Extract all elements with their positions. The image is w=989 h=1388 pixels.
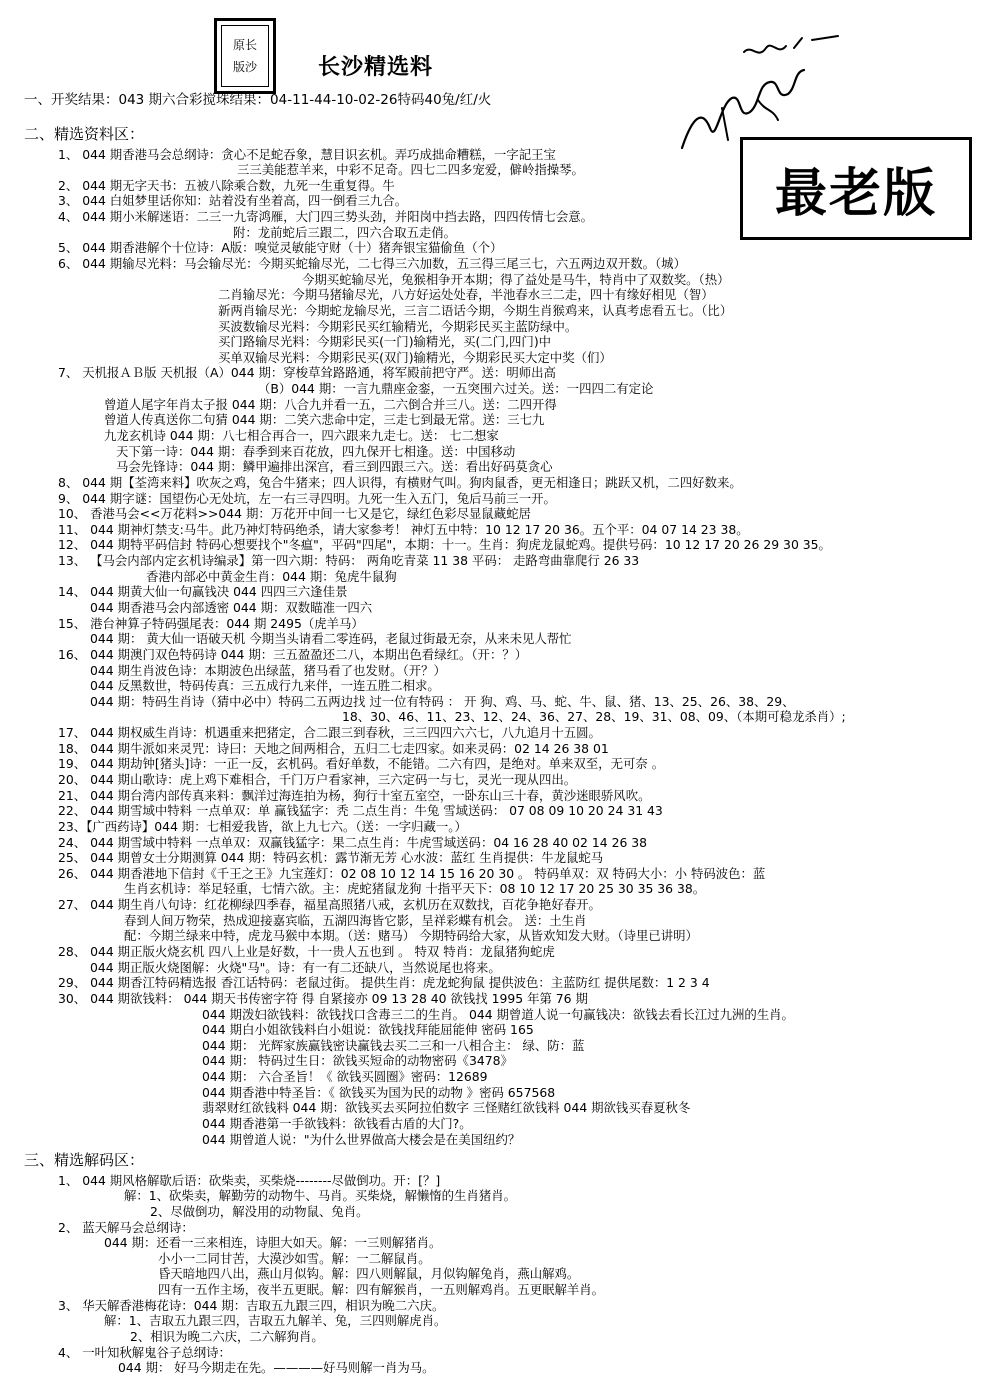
text-line: 044 期白小姐欲钱料白小姐说：欲钱找拜能屈能伸 密码 165 [202,1022,534,1037]
text-line: 二肖输尽光：今期马猪输尽光，八方好运处处春，半池春水三二走，四十有缘好相见（智） [218,287,714,302]
text-line: 30、 044 期欲钱料： 044 期天书传密字符 得 自紧接亦 09 13 28 40 欲钱找 1995 年第 76 期 [58,991,588,1006]
text-line: 曾道人尾字年肖太子报 044 期：八合九并看一五，二六倒合并三八。送：二四开得 [104,397,557,412]
text-line: 9、 044 期字谜：国望伤心无处坑，左一右三寻四明。九死一生入五门，兔后马前三一开。 [58,491,556,506]
text-line: 1、 044 期香港马会总纲诗：贪心不足蛇吞象，慧目识玄机。弄巧成拙命糟糕，一字記王宝 [58,147,556,162]
text-line: 044 期曾道人说："为什么世界做高大楼会是在美国纽约？ [202,1132,521,1147]
text-line: 27、 044 期生肖八句诗：红花柳绿四季春，福星高照猪八戒，玄机历在双数找，百花争艳好春开。 [58,897,601,912]
text-line: 2、 044 期无字天书：五被八除乘合数，九死一生重复得。牛 [58,178,395,193]
text-line: 天下第一诗：044 期：春季到来百花放，四九保开七相逢。送：中国移动 [116,444,516,459]
text-line: 11、 044 期神灯禁支:马牛。此乃神灯特码绝杀，请大家参考！ 神灯五中特：10 12 17 20 36。五个平：04 07 14 23 38。 [58,522,749,537]
text-line: 九龙玄机诗 044 期：八七相合再合一，四六跟来九走七。送： 七二想家 [104,428,499,443]
text-line: 小小一二同甘苦，大漠沙如雪。解：一二解鼠肖。 [158,1251,431,1266]
text-line: 2、尽做倒功，解没用的动物鼠、兔肖。 [150,1204,369,1219]
text-line: 16、 044 期澳门双色特码诗 044 期：三五盈盈还二八，本期出色看绿红。（开：？） [58,647,528,662]
text-line: 新两肖输尽光：今期蛇龙输尽光，三言二语话今期，今期生肖猴鸡来，认真考虑看五七。（比） [218,303,733,318]
text-line: 23、【广西药诗】044 期：七相爱我皆，欲上九七六。（送：一字归藏一。） [58,819,467,834]
text-line: 买单双输尽光料：今期彩民买(双门)输精光，今期彩民买大定中奖（们） [218,350,612,365]
text-line: 1、 044 期风格解歇后语：砍柴卖，买柴烧--------尽做倒功。开：[？] [58,1173,441,1188]
text-line: 2、相识为晚二六庆，二六解狗肖。 [130,1329,324,1344]
text-line: 044 期： 特码过生日：欲钱买短命的动物密码《3478》 [202,1053,513,1068]
page-title: 长沙精选料 [318,55,434,80]
handwritten-scribble [662,8,842,158]
text-line: 14、 044 期黄大仙一句赢钱决 044 四四三六逢佳景 [58,584,348,599]
text-line: 17、 044 期权威生肖诗：机遇重来把猪定，合二跟三到春秋，三三四四六六七，八九追月十五圆。 [58,725,601,740]
text-line: 044 期：还看一三来相连，诗胆大如天。解：一三则解猪肖。 [104,1235,442,1250]
text-line: 马会先锋诗：044 期：鳞甲遍排出深宫，看三到四跟三六。送：看出好码莫贪心 [116,459,553,474]
text-line: 买波数输尽光料：今期彩民买红输精光，今期彩民买主蓝防绿中。 [218,319,578,334]
text-line: 香港内部必中黄金生肖：044 期：兔虎牛鼠狗 [146,569,397,584]
draw-result-line: 一、开奖结果：043 期六合彩搅珠结果：04-11-44-10-02-26特码40兔/红/火 [24,92,492,108]
text-line: 28、 044 期正版火烧玄机 四八上业是好数，十一贵人五也到 。 特双 特肖：龙鼠猪狗蛇虎 [58,944,555,959]
text-line: 今期买蛇输尽光，兔猴相争开本期；得了益处是马牛，特肖中了双数奖。（热） [302,272,730,287]
text-line: 044 期： 光辉家族赢钱密诀赢钱去买二三和一八相合主： 绿、防：蓝 [202,1038,585,1053]
text-line: 配：今期兰绿来中特，虎龙马猴中本期。（送：赌马） 今期特码给大家，从皆欢知发大财。（诗里已讲明） [124,928,698,943]
section-heading: 三、精选解码区： [24,1151,145,1169]
text-line: 春到人间万物荣，热成迎接嘉宾临，五湖四海皆它影，呈祥彩蝶有机会。 送：土生肖 [124,913,587,928]
text-line: 10、 香港马会<<万花料>>044 期：万花开中间一七又是它，绿红色彩尽显鼠藏蛇居 [58,506,531,521]
text-line: 044 期： 六合圣旨！《 欲钱买圆圈》密码：12689 [202,1069,488,1084]
text-line: 044 期香港马会内部透密 044 期：双数瞄准一四六 [90,600,373,615]
text-line: 曾道人传真送你二句猜 044 期：二笑六悲命中定，三走七到最无常。送：三七九 [104,412,545,427]
text-line: 附：龙前蛇后三跟二，四六合取五走俏。 [233,225,457,240]
stamp-line-2: 版沙 [232,60,257,74]
text-line: 昏天暗地四八出，燕山月似钩。解：四八则解鼠，月似钩解兔肖，燕山解鸡。 [158,1266,580,1281]
text-line: 26、 044 期香港地下信封《千王之王》九宝莲灯：02 08 10 12 14 15 16 20 30 。 特码单双：双 特码大小：小 特码波色：蓝 [58,866,766,881]
text-line: 044 期正版火烧图解：火烧"马"。诗：有一有二还缺八，当然说尾也将来。 [90,960,501,975]
text-line: 044 反黑数世，特码传真：三五成行九来伴，一连五胜二相求。 [90,678,440,693]
text-line: 044 期香港中特圣旨：《 欲钱买为国为民的动物 》密码 657568 [202,1085,556,1100]
text-line: 22、 044 期雪域中特料 一点单双：单 赢钱猛字：秃 二点生肖：牛兔 雪域送码： 07 08 09 10 20 24 31 43 [58,803,663,818]
text-line: 18、 044 期牛派如来灵咒：诗曰：天地之间两相合，五归二七走四家。如来灵码：02 14 26 38 01 [58,741,609,756]
text-line: （B）044 期：一言九鼎座金銮，一五突围六过关。送：一四四二有定论 [258,381,654,396]
text-line: 044 期泼妇欲钱料：欲钱找口含毒三二的生肖。 044 期曾道人说一句赢钱决：欲钱去看长江过九洲的生肖。 [202,1007,794,1022]
oldest-edition-badge: 最老版 [740,137,972,240]
text-line: 解：1、砍柴卖，解勤劳的动物牛、马肖。买柴烧，解懒惰的生肖猪肖。 [124,1188,516,1203]
text-line: 翡翠财红欲钱料 044 期：欲钱买去买阿拉伯数字 三怪赌红欲钱料 044 期欲钱买春夏秋冬 [202,1100,691,1115]
text-line: 4、 一叶知秋解鬼谷子总纲诗： [58,1345,231,1360]
text-line: 7、 天机报ＡＢ版 天机报（A）044 期：穿梭草耸路路通，将军殿前把守严。送：明师出高 [58,365,556,380]
text-line: 四有一五作主场，夜半五更眠。解：四有解猴肖，一五则解鸡肖。五更眠解羊肖。 [158,1282,605,1297]
text-line: 生肖玄机诗：举足轻重，七情六欲。主：虎蛇猪鼠龙狗 十指平天下：08 10 12 17 20 25 30 35 36 38。 [124,881,706,896]
text-line: 3、 044 白姐梦里话你知：站着没有坐着高，四一倒看三九合。 [58,193,408,208]
text-line: 044 期： 黄大仙一语破天机 今期当头请看二零连码，老鼠过街最无奈，从来未见人帮忙 [90,631,572,646]
edition-stamp [214,18,276,94]
text-line: 12、 044 期特平码信封 特码心想要找个"冬瘟"，平码"四尾"，本期：十一。生肖：狗虎龙鼠蛇鸡。提供号码：10 12 17 20 26 29 30 35。 [58,537,831,552]
text-line: 2、 蓝天解马会总纲诗： [58,1220,194,1235]
text-line: 21、 044 期台湾内部传真来料：飘洋过海连拍为杨，狗行十室五室空，一卧东山三十春，黄沙迷眼骄风吹。 [58,788,651,803]
text-line: 买门路输尽光料：今期彩民买(一门)输精光，买(二门,四门)中 [218,334,552,349]
text-line: 24、 044 期雪域中特料 一点单双：双赢钱猛字：果二点生肖：牛虎雪域送码：04 16 28 40 02 14 26 38 [58,835,648,850]
text-line: 4、 044 期小米解迷语：二三一九寄鸿雁，大门四三势头劲，并阳岗中挡去路，四四传情七会意。 [58,209,594,224]
text-line: 29、 044 期香江特码精选报 香江话特码：老鼠过街。 提供生肖：虎龙蛇狗鼠 提供波色：主蓝防红 提供尾数：1 2 3 4 [58,975,710,990]
text-line: 13、 【马会内部内定玄机诗编录】第一四六期：特码： 两角吃青菜 11 38 平码： 走路弯曲靠爬行 26 33 [58,553,640,568]
text-line: 3、 华天解香港梅花诗：044 期：吉取五九跟三四，相识为晚二六庆。 [58,1298,445,1313]
text-line: 19、 044 期劫钟[猪头]诗：一正一反，玄机码。看好单数，不能错。二六有四，是绝对。单来双至，无可奈 。 [58,756,665,771]
text-line: 18、30、46、11、23、12、24、36、27、28、19、31、08、09、（本期可稳龙杀肖）; [342,709,846,724]
text-line: 6、 044 期输尽光料：马会输尽光：今期买蛇输尽光，二七得三六加数，五三得三尾三七，六五两边双开数。（城） [58,256,686,271]
text-line: 15、 港台神算子特码强尾表：044 期 2495（虎羊马） [58,616,364,631]
section-heading: 二、精选资料区： [24,125,145,143]
text-line: 044 期： 好马今期走在先。————好马则解一肖为马。 [118,1360,435,1375]
stamp-line-1: 原长 [232,38,257,52]
text-line: 8、 044 期【荃湾来料】吹灰之鸡，兔合牛猪来；四人识得，有横财气叫。狗肉鼠香，更无相逢日；跳跃又机，二四好数来。 [58,475,742,490]
text-line: 解：1、吉取五九跟三四，吉取五九解羊、兔，三四则解虎肖。 [104,1313,447,1328]
text-line: 044 期香港第一手欲钱料：欲钱看古盾的大门?。 [202,1116,472,1131]
text-line: 5、 044 期香港解个十位诗：A版：嗅觉灵敏能守财（十）猪奔银宝猫偷鱼（个） [58,240,503,255]
text-line: 25、 044 期曾女士分期测算 044 期：特码玄机：露节渐无芳 心水波：蓝红 生肖提供：牛龙鼠蛇马 [58,850,604,865]
text-line: 20、 044 期山歌诗：虎上鸡下难相合，千门万户看家神，三六定码一与七，灵光一现从四出。 [58,772,577,787]
text-line: 三三美能惹羊来，中彩不足奇。四七二四多宠爱，僻岭指操琴。 [237,162,584,177]
text-line: 044 期：特码生肖诗（猜中必中）特码二五两边找 过一位有特码 ： 开 狗、鸡、马、蛇、牛、鼠、猪、13、25、26、38、29、 [90,694,795,709]
text-line: 044 期生肖波色诗：本期波色出绿蓝，猪马看了也发财。（开？） [90,663,446,678]
